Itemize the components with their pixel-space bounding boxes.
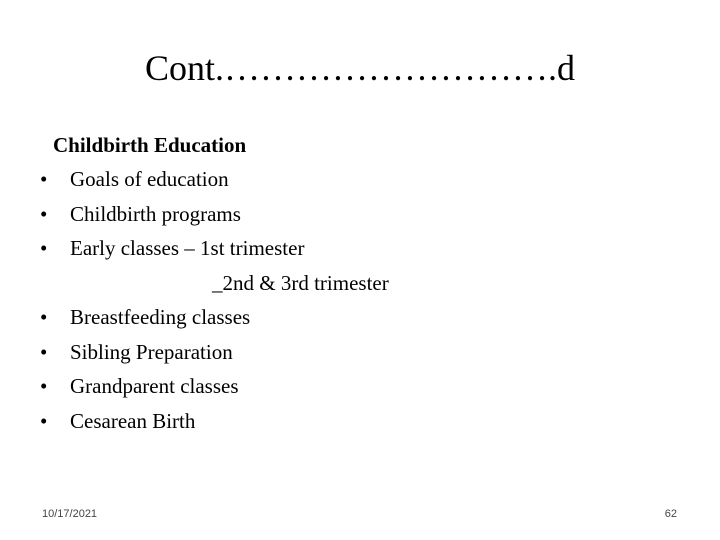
footer-date: 10/17/2021 xyxy=(42,508,98,520)
list-item xyxy=(40,337,389,372)
list-item xyxy=(40,164,389,199)
list-item xyxy=(40,371,389,406)
list-item-text: Grandparent classes xyxy=(70,374,239,398)
list-item-text: Breastfeeding classes xyxy=(70,305,251,329)
list-item xyxy=(40,406,389,441)
list-item-continuation xyxy=(40,268,389,303)
bullet-marker: • xyxy=(40,408,48,433)
bullet-marker: • xyxy=(40,374,48,398)
bullet-marker: • xyxy=(40,305,48,329)
list-item-text: Childbirth programs xyxy=(70,201,241,226)
slide-title: Cont.……………………….d xyxy=(144,48,575,88)
bullet-list xyxy=(40,164,389,440)
bullet-marker: • xyxy=(40,167,48,191)
list-item xyxy=(40,199,389,234)
list-item xyxy=(40,233,389,268)
bullet-marker: • xyxy=(40,201,48,226)
bullet-marker: • xyxy=(40,339,48,364)
bullet-marker: • xyxy=(40,236,48,260)
page-number: 62 xyxy=(664,508,677,520)
list-item-text: Sibling Preparation xyxy=(70,339,233,364)
section-heading: Childbirth Education xyxy=(53,133,247,157)
list-item-text: Goals of education xyxy=(70,167,229,191)
list-item xyxy=(40,302,389,337)
continuation-text: _2nd & 3rd trimester xyxy=(212,270,389,295)
list-item-text: Early classes – 1st trimester xyxy=(70,236,305,260)
list-item-text: Cesarean Birth xyxy=(70,408,196,433)
